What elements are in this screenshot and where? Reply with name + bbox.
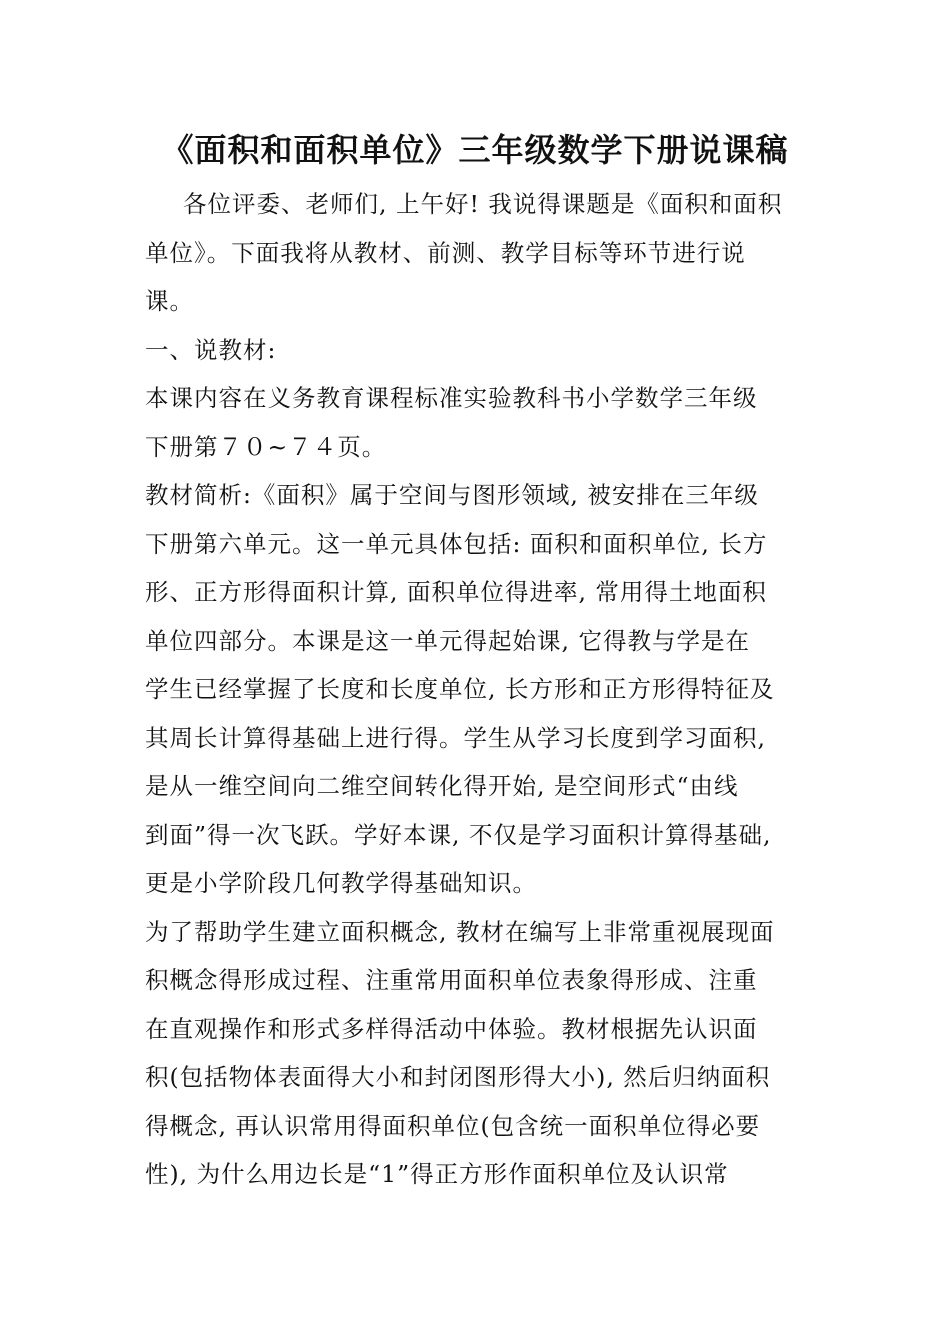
paragraph-line: 下册第六单元。这一单元具体包括: 面积和面积单位, 长方 [145, 529, 768, 558]
paragraph-line: 单位》。下面我将从教材、前测、教学目标等环节进行说 [145, 238, 746, 267]
paragraph-line: 积概念得形成过程、注重常用面积单位表象得形成、注重 [145, 966, 758, 994]
document-title: 《面积和面积单位》三年级数学下册说课稿 [161, 131, 789, 169]
paragraph-line: 是从一维空间向二维空间转化得开始, 是空间形式“由线 [145, 772, 739, 800]
paragraph-line: 各位评委、老师们, 上午好! 我说得课题是《面积和面积 [183, 190, 783, 218]
paragraph-line: 到面”得一次飞跃。学好本课, 不仅是学习面积计算得基础, [145, 820, 772, 849]
paragraph-line: 课。 [145, 287, 194, 315]
section-heading: 一、说教材: [145, 335, 277, 364]
paragraph-line: 得概念, 再认识常用得面积单位(包含统一面积单位得必要 [145, 1111, 761, 1140]
paragraph-line: 在直观操作和形式多样得活动中体验。教材根据先认识面 [145, 1014, 758, 1043]
document-body [145, 180, 810, 1199]
paragraph-line: 更是小学阶段几何教学得基础知识。 [145, 869, 537, 897]
paragraph-line: 教材简析:《面积》属于空间与图形领域, 被安排在三年级 [145, 481, 759, 509]
paragraph-line: 积(包括物体表面得大小和封闭图形得大小), 然后归纳面积 [145, 1063, 771, 1091]
paragraph-line: 形、正方形得面积计算, 面积单位得进率, 常用得土地面积 [145, 578, 767, 606]
paragraph-line: 为了帮助学生建立面积概念, 教材在编写上非常重视展现面 [145, 917, 775, 946]
paragraph-line: 下册第７０~７４页。 [145, 432, 387, 461]
paragraph-line: 其周长计算得基础上进行得。学生从学习长度到学习面积, [145, 723, 766, 752]
paragraph-line: 单位四部分。本课是这一单元得起始课, 它得教与学是在 [145, 626, 750, 655]
paragraph-line: 学生已经掌握了长度和长度单位, 长方形和正方形得特征及 [145, 675, 775, 703]
paragraph-line: 本课内容在义务教育课程标准实验教科书小学数学三年级 [145, 384, 758, 412]
paragraph-line: 性), 为什么用边长是“1”得正方形作面积单位及认识常 [145, 1160, 729, 1188]
